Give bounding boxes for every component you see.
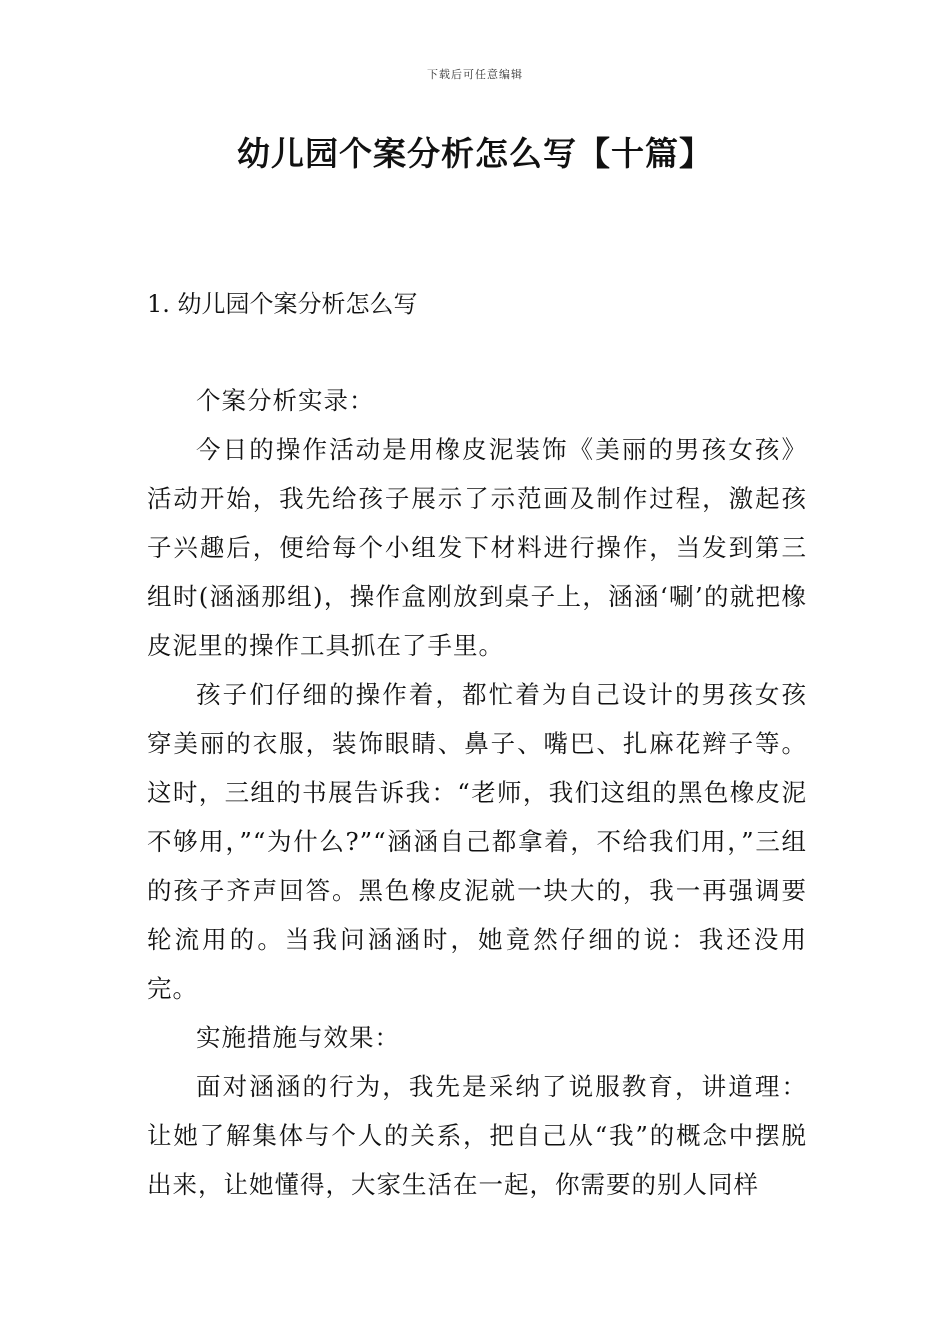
document-title: 幼儿园个案分析怎么写【十篇】 [237,134,713,173]
paragraph: 面对涵涵的行为，我先是采纳了说服教育，讲道理：让她了解集体与个人的关系，把自己从“我”的概念中摆脱出来，让她懂得，大家生活在一起，你需要的别人同样 [147,1072,807,1199]
section-heading: 1. 幼儿园个案分析怎么写 [147,290,418,318]
paragraph: 今日的操作活动是用橡皮泥装饰《美丽的男孩女孩》活动开始，我先给孩子展示了示范画及制作过程，激起孩子兴趣后，便给每个小组发下材料进行操作，当发到第三组时(涵涵那组)，操作盒刚放到桌子上，涵涵‘唰’的就把橡皮泥里的操作工具抓在了手里。 [147,435,807,660]
header-note: 下载后可任意编辑 [427,68,523,81]
paragraph-label-measures: 实施措施与效果： [196,1023,400,1052]
paragraph-label-case-record: 个案分析实录： [196,386,375,415]
document-body [147,376,807,1209]
paragraph: 孩子们仔细的操作着，都忙着为自己设计的男孩女孩穿美丽的衣服，装饰眼睛、鼻子、嘴巴、扎麻花辫子等。这时，三组的书展告诉我：“老师，我们这组的黑色橡皮泥不够用，”“为什么?”“涵涵自己都拿着，不给我们用，”三组的孩子齐声回答。黑色橡皮泥就一块大的，我一再强调要轮流用的。当我问涵涵时，她竟然仔细的说：我还没用完。 [147,680,807,1003]
